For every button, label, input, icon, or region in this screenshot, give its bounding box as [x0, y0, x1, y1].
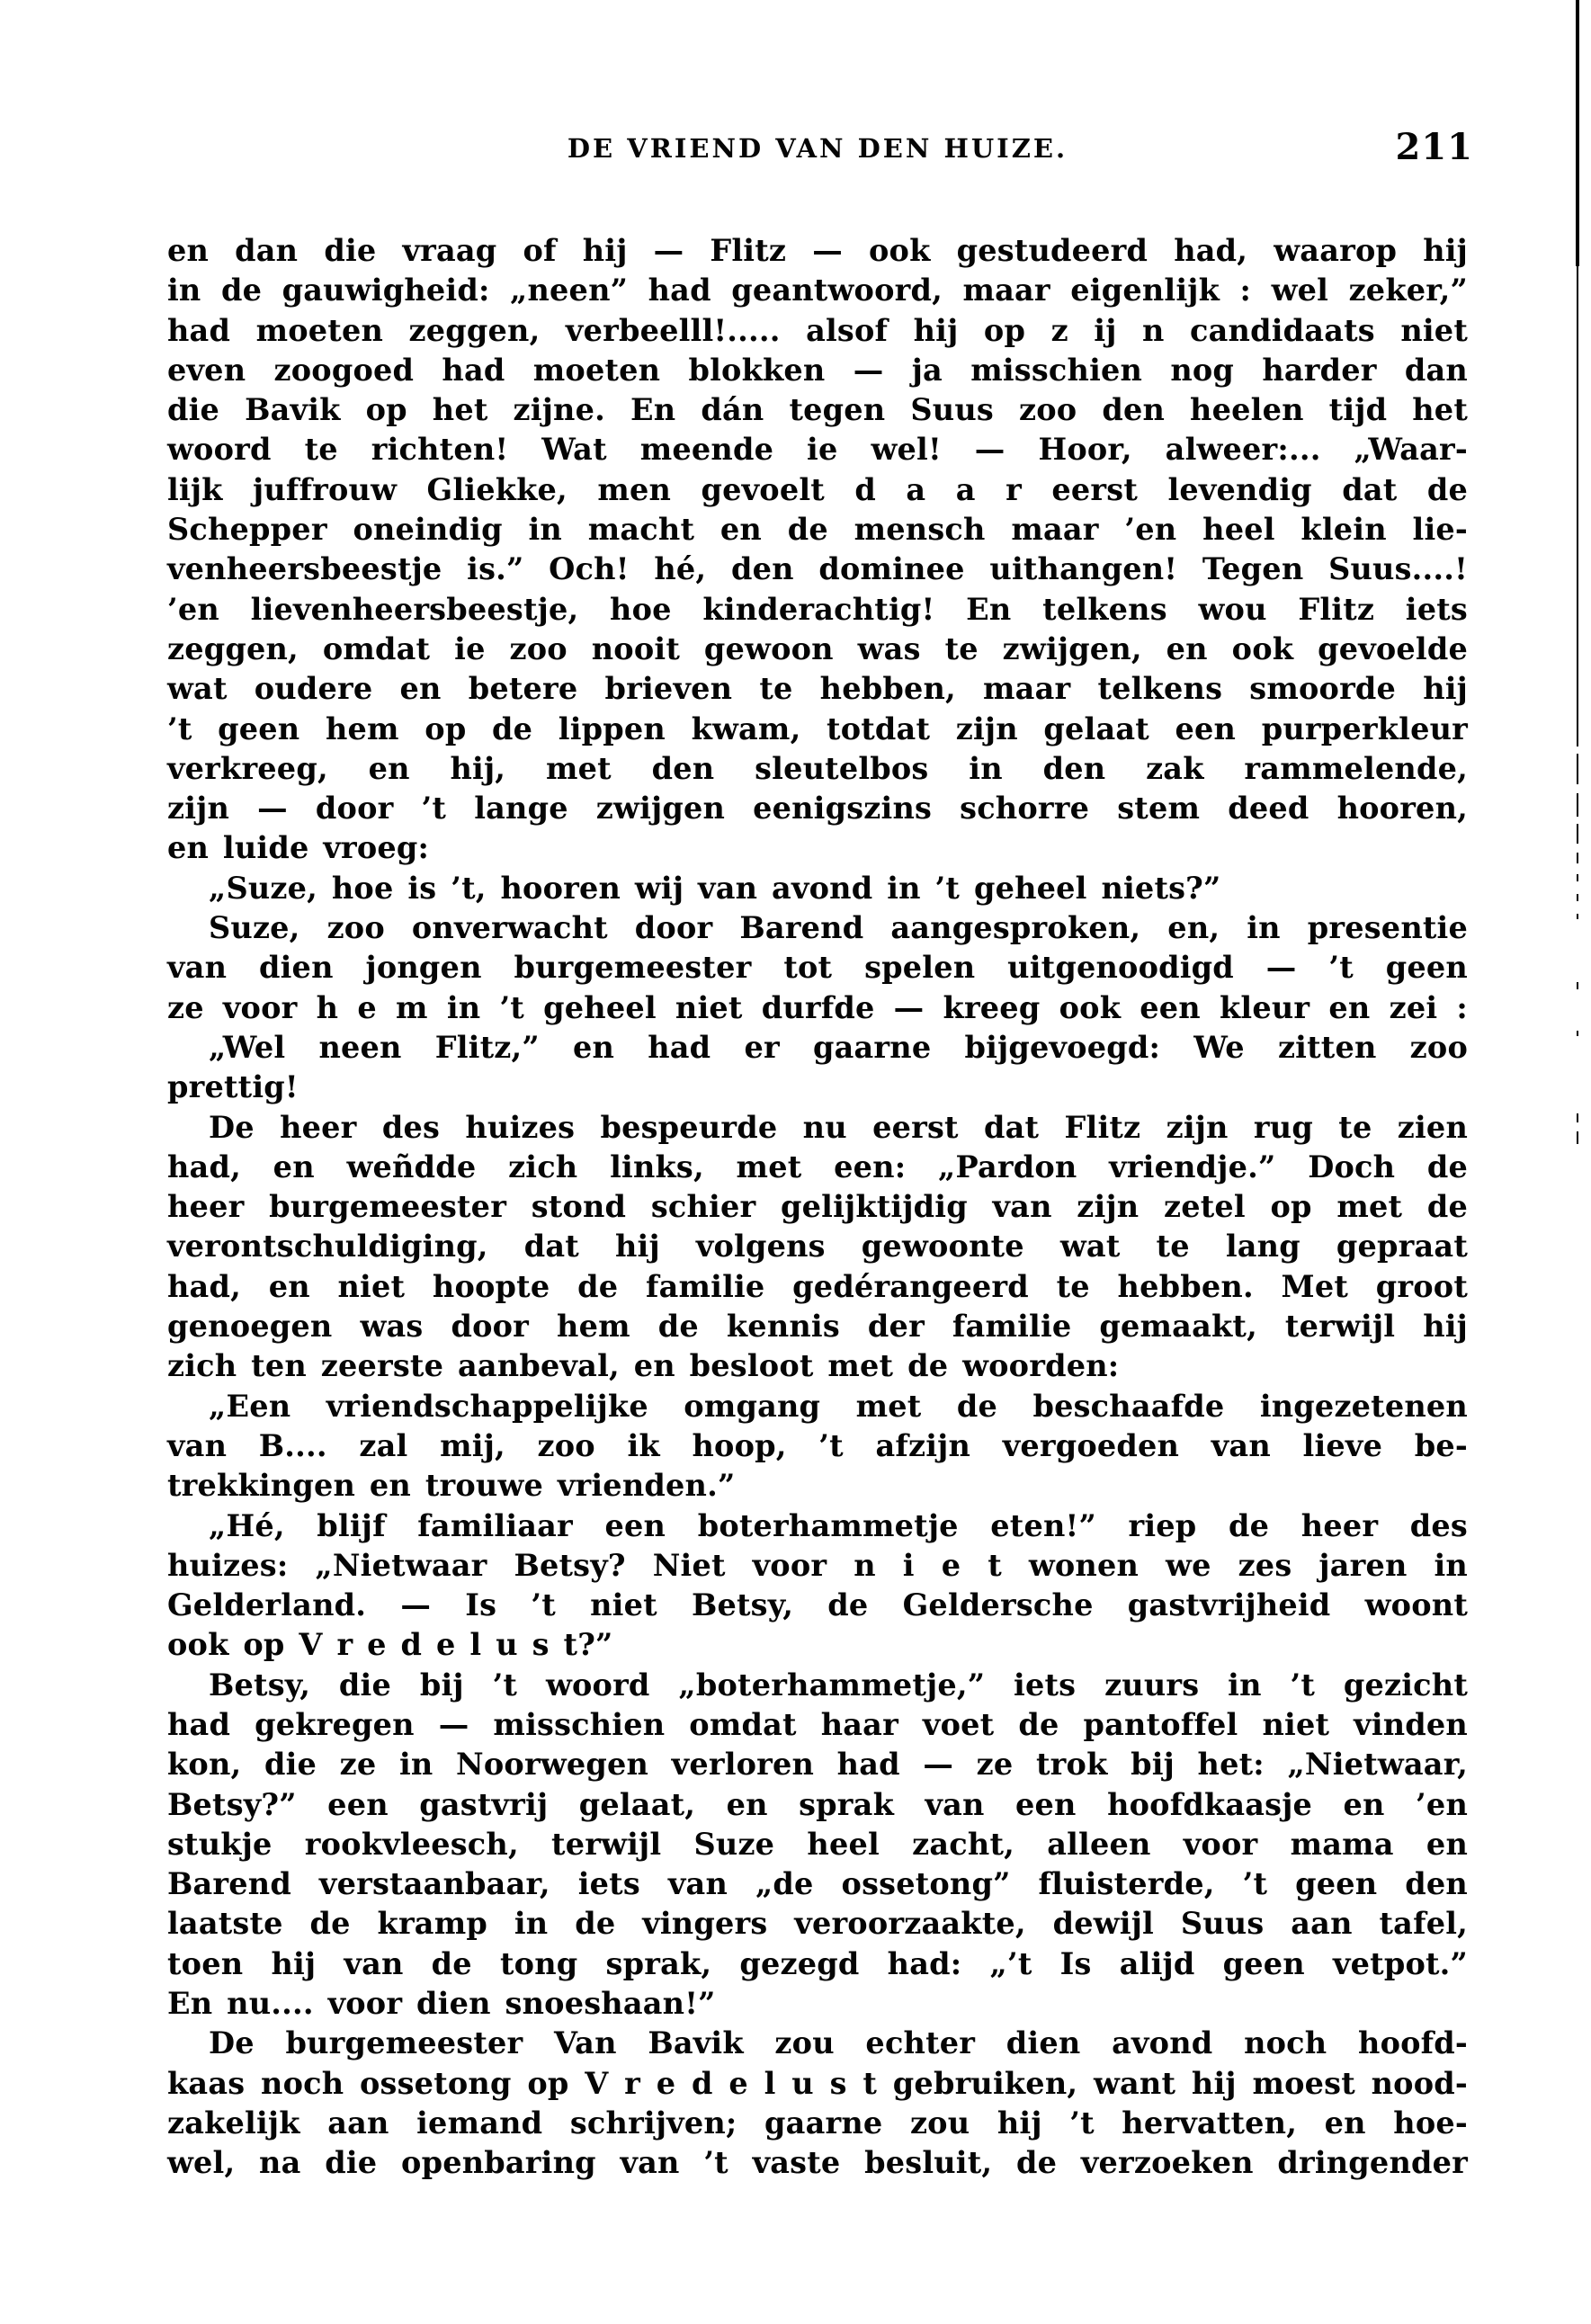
text-line: En nu.... voor dien snoeshaan!” — [167, 1986, 716, 2022]
text-line: De burgemeester Van Bavik zou echter dien avond noch hoofd- — [209, 2025, 1468, 2061]
text-line: die Bavik op het zijne. En dán tegen Suus zoo den heelen tijd het — [167, 392, 1468, 428]
text-line: „Wel neen Flitz,” en had er gaarne bijgevoegd: We zitten zoo — [209, 1029, 1468, 1065]
text-line: had gekregen — misschien omdat haar voet de pantoffel niet vinden — [167, 1706, 1468, 1742]
text-column — [167, 231, 1468, 2184]
text-line: „Suze, hoe is ’t, hooren wij van avond in ’t geheel niets?” — [209, 870, 1221, 906]
text-line: woord te richten! Wat meende ie wel! — Hoor, alweer:... „Waar- — [167, 432, 1468, 468]
text-line: Barend verstaanbaar, iets van „de ossetong” fluisterde, ’t geen den — [167, 1866, 1468, 1902]
text-line: venheersbeestje is.” Och! hé, den dominee uithangen! Tegen Suus....! — [167, 551, 1468, 587]
text-line: en luide vroeg: — [167, 830, 430, 866]
text-line: kon, die ze in Noorwegen verloren had — ze trok bij het: „Nietwaar, — [167, 1747, 1468, 1783]
text-line: genoegen was door hem de kennis der familie gemaakt, terwijl hij — [167, 1309, 1468, 1345]
text-line: prettig! — [167, 1069, 299, 1105]
text-line: kaas noch ossetong op V r e d e l u s t gebruiken, want hij moest nood- — [167, 2065, 1468, 2101]
text-line: Betsy?” een gastvrij gelaat, en sprak van een hoofdkaasje en ’en — [167, 1786, 1468, 1822]
text-line: Gelderland. — Is ’t niet Betsy, de Geldersche gastvrijheid woont — [167, 1587, 1468, 1623]
text-line: wel, na die openbaring van ’t vaste besluit, de verzoeken dringender — [167, 2145, 1468, 2181]
text-line: laatste de kramp in de vingers veroorzaakte, dewijl Suus aan tafel, — [167, 1906, 1468, 1942]
text-line: De heer des huizes bespeurde nu eerst dat Flitz zijn rug te zien — [209, 1109, 1468, 1145]
text-line: Betsy, die bij ’t woord „boterhammetje,” iets zuurs in ’t gezicht — [209, 1667, 1468, 1703]
running-title: DE VRIEND VAN DEN HUIZE. — [567, 133, 1068, 164]
text-line: had, en weñdde zich links, met een: „Pardon vriendje.” Doch de — [167, 1149, 1468, 1184]
text-line: ’t geen hem op de lippen kwam, totdat zijn gelaat een purperkleur — [167, 711, 1468, 746]
text-line: lijk juffrouw Gliekke, men gevoelt d a a r eerst levendig dat de — [167, 471, 1468, 507]
text-line: zakelijk aan iemand schrijven; gaarne zou hij ’t hervatten, en hoe- — [167, 2105, 1468, 2141]
text-line: ze voor h e m in ’t geheel niet durfde — kreeg ook een kleur en zei : — [167, 989, 1468, 1025]
text-line: in de gauwigheid: „neen” had geantwoord, maar eigenlijk : wel zeker,” — [167, 273, 1468, 308]
text-line: „Hé, blijf familiaar een boterhammetje eten!” riep de heer des — [209, 1507, 1468, 1543]
running-header — [167, 126, 1473, 173]
text-line: had, en niet hoopte de familie gedérangeerd te hebben. Met groot — [167, 1268, 1468, 1304]
text-line: toen hij van de tong sprak, gezegd had: „’t Is alijd geen vetpot.” — [167, 1945, 1468, 1981]
text-line: ’en lievenheersbeestje, hoe kinderachtig! En telkens wou Flitz iets — [167, 591, 1468, 627]
text-line: van B.... zal mij, zoo ik hoop, ’t afzijn vergoeden van lieve be- — [167, 1427, 1468, 1463]
text-line: van dien jongen burgemeester tot spelen uitgenoodigd — ’t geen — [167, 950, 1468, 986]
text-line: zijn — door ’t lange zwijgen eenigszins schorre stem deed hooren, — [167, 791, 1468, 827]
text-line: verontschuldiging, dat hij volgens gewoonte wat te lang gepraat — [167, 1229, 1468, 1265]
text-line: zich ten zeerste aanbeval, en besloot met de woorden: — [167, 1348, 1120, 1384]
text-line: wat oudere en betere brieven te hebben, maar telkens smoorde hij — [167, 671, 1468, 707]
text-line: trekkingen en trouwe vrienden.” — [167, 1468, 736, 1504]
text-line: even zoogoed had moeten blokken — ja misschien nog harder dan — [167, 352, 1468, 388]
text-line: Suze, zoo onverwacht door Barend aangesproken, en, in presentie — [209, 910, 1468, 946]
text-line: stukje rookvleesch, terwijl Suze heel zacht, alleen voor mama en — [167, 1826, 1468, 1862]
text-line: „Een vriendschappelijke omgang met de beschaafde ingezetenen — [209, 1388, 1468, 1424]
page-number: 211 — [1395, 126, 1473, 168]
text-line: ook op V r e d e l u s t?” — [167, 1627, 613, 1663]
text-line: had moeten zeggen, verbeelll!..... alsof hij op z ij n candidaats niet — [167, 312, 1468, 348]
text-line: Schepper oneindig in macht en de mensch maar ’en heel klein lie- — [167, 512, 1468, 548]
text-line: huizes: „Nietwaar Betsy? Niet voor n i e t wonen we zes jaren in — [167, 1547, 1468, 1583]
text-line: en dan die vraag of hij — Flitz — ook gestudeerd had, waarop hij — [167, 233, 1468, 268]
text-line: verkreeg, en hij, met den sleutelbos in den zak rammelende, — [167, 750, 1468, 786]
text-line: heer burgemeester stond schier gelijktijdig van zijn zetel op met de — [167, 1189, 1468, 1225]
text-line: zeggen, omdat ie zoo nooit gewoon was te zwijgen, en ook gevoelde — [167, 630, 1468, 666]
